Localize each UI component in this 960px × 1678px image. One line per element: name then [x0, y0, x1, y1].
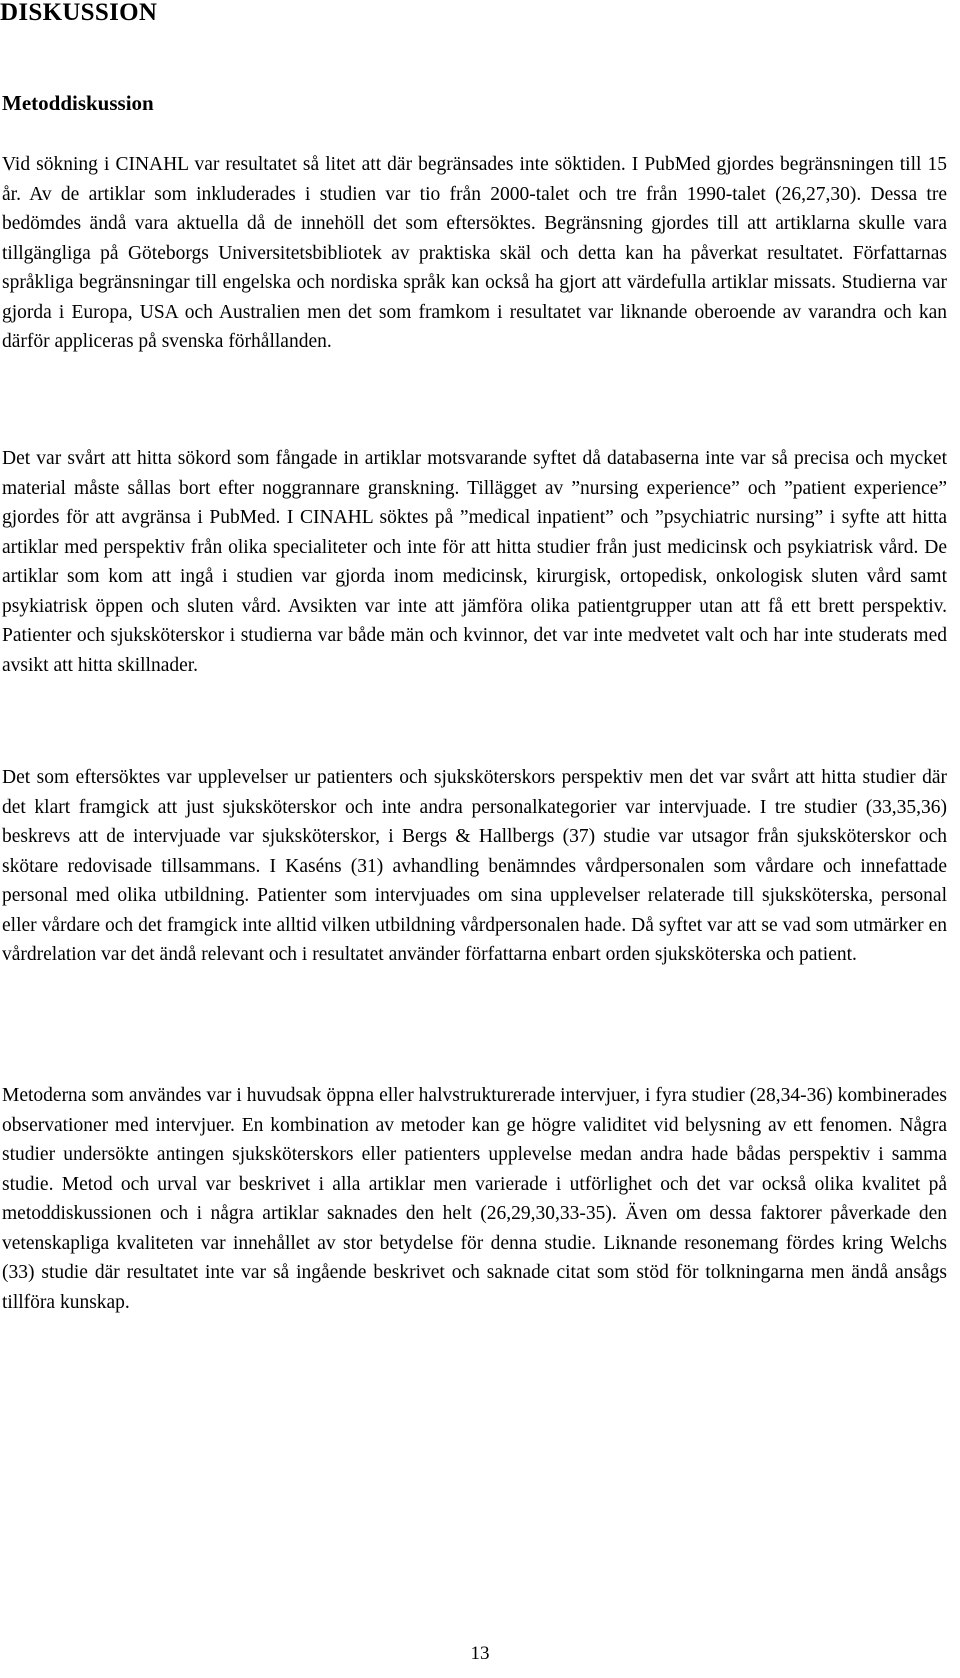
- paragraph: Det som eftersöktes var upplevelser ur patienters och sjuksköterskors perspektiv men det var svårt att hitta studier där det klart framgick att just sjuksköterskor och inte andra personalkategorier var intervjuade. I tre studier (33,35,36) beskrevs att de intervjuade var sjuksköterskor, i Bergs & Hallbergs (37) studie var utsagor från sjuksköterskor och skötare redovisade tillsammans. I Kaséns (31) avhandling benämndes vårdpersonalen som vårdare och innefattade personal med olika utbildning. Patienter som intervjuades om sina upplevelser relaterade till sjuksköterska, personal eller vårdare och det framgick inte alltid vilken utbildning vårdpersonalen hade. Då syftet var att se vad som utmärker en vårdrelation var det ändå relevant och i resultatet använder författarna enbart orden sjuksköterska och patient.: [2, 767, 947, 965]
- paragraph: Det var svårt att hitta sökord som fångade in artiklar motsvarande syftet då databaserna inte var så precisa och mycket material måste sållas bort efter noggrannare granskning. Tillägget av ”nursing experience” och ”patient experience” gjordes för att avgränsa i PubMed. I CINAHL söktes på ”medical inpatient” och ”psychiatric nursing” i syfte att hitta artiklar med perspektiv från olika specialiteter och inte för att hitta studier från just medicinsk och psykiatrisk vård. De artiklar som kom att ingå i studien var gjorda inom medicinsk, kirurgisk, ortopedisk, onkologisk sluten vård samt psykiatrisk öppen och sluten vård. Avsikten var inte att jämföra olika patientgrupper utan att få ett brett perspektiv. Patienter och sjuksköterskor i studierna var både män och kvinnor, det var inte medvetet valt och har inte studerats med avsikt att hitta skillnader.: [2, 448, 947, 676]
- chapter-heading: DISKUSSION: [0, 0, 158, 26]
- paragraph: Metoderna som användes var i huvudsak öppna eller halvstrukturerade intervjuer, i fyra studier (28,34-36) kombinerades observationer med intervjuer. En kombination av metoder kan ge högre validitet vid belysning av ett fenomen. Några studier undersökte antingen sjuksköterskors eller patienters upplevelse medan andra hade bådas perspektiv i samma studie. Metod och urval var beskrivet i alla artiklar men varierade i utförlighet och det var också olika kvalitet på metoddiskussionen och i några artiklar saknades den helt (26,29,30,33-35). Även om dessa faktorer påverkade den vetenskapliga kvaliteten var innehållet av stor betydelse för denna studie. Liknande resonemang fördes kring Welchs (33) studie där resultatet inte var så ingående beskrivet och saknade citat som stöd för tolkningarna men ändå ansågs tillföra kunskap.: [2, 1085, 947, 1313]
- paragraph: Vid sökning i CINAHL var resultatet så litet att där begränsades inte söktiden. I PubMed gjordes begränsningen till 15 år. Av de artiklar som inkluderades i studien var tio från 2000-talet och tre från 1990-talet (26,27,30). Dessa tre bedömdes ändå vara aktuella då de innehöll det som eftersöktes. Begränsning gjordes till att artiklarna skulle vara tillgängliga på Göteborgs Universitetsbibliotek av praktiska skäl och detta kan ha påverkat resultatet. Författarnas språkliga begränsningar till engelska och nordiska språk kan också ha gjort att värdefulla artiklar missats. Studierna var gjorda i Europa, USA och Australien men det som framkom i resultatet var liknande oberoende av varandra och kan därför appliceras på svenska förhållanden.: [2, 154, 947, 352]
- section-heading: Metoddiskussion: [2, 91, 154, 115]
- page-number: 13: [470, 1643, 490, 1664]
